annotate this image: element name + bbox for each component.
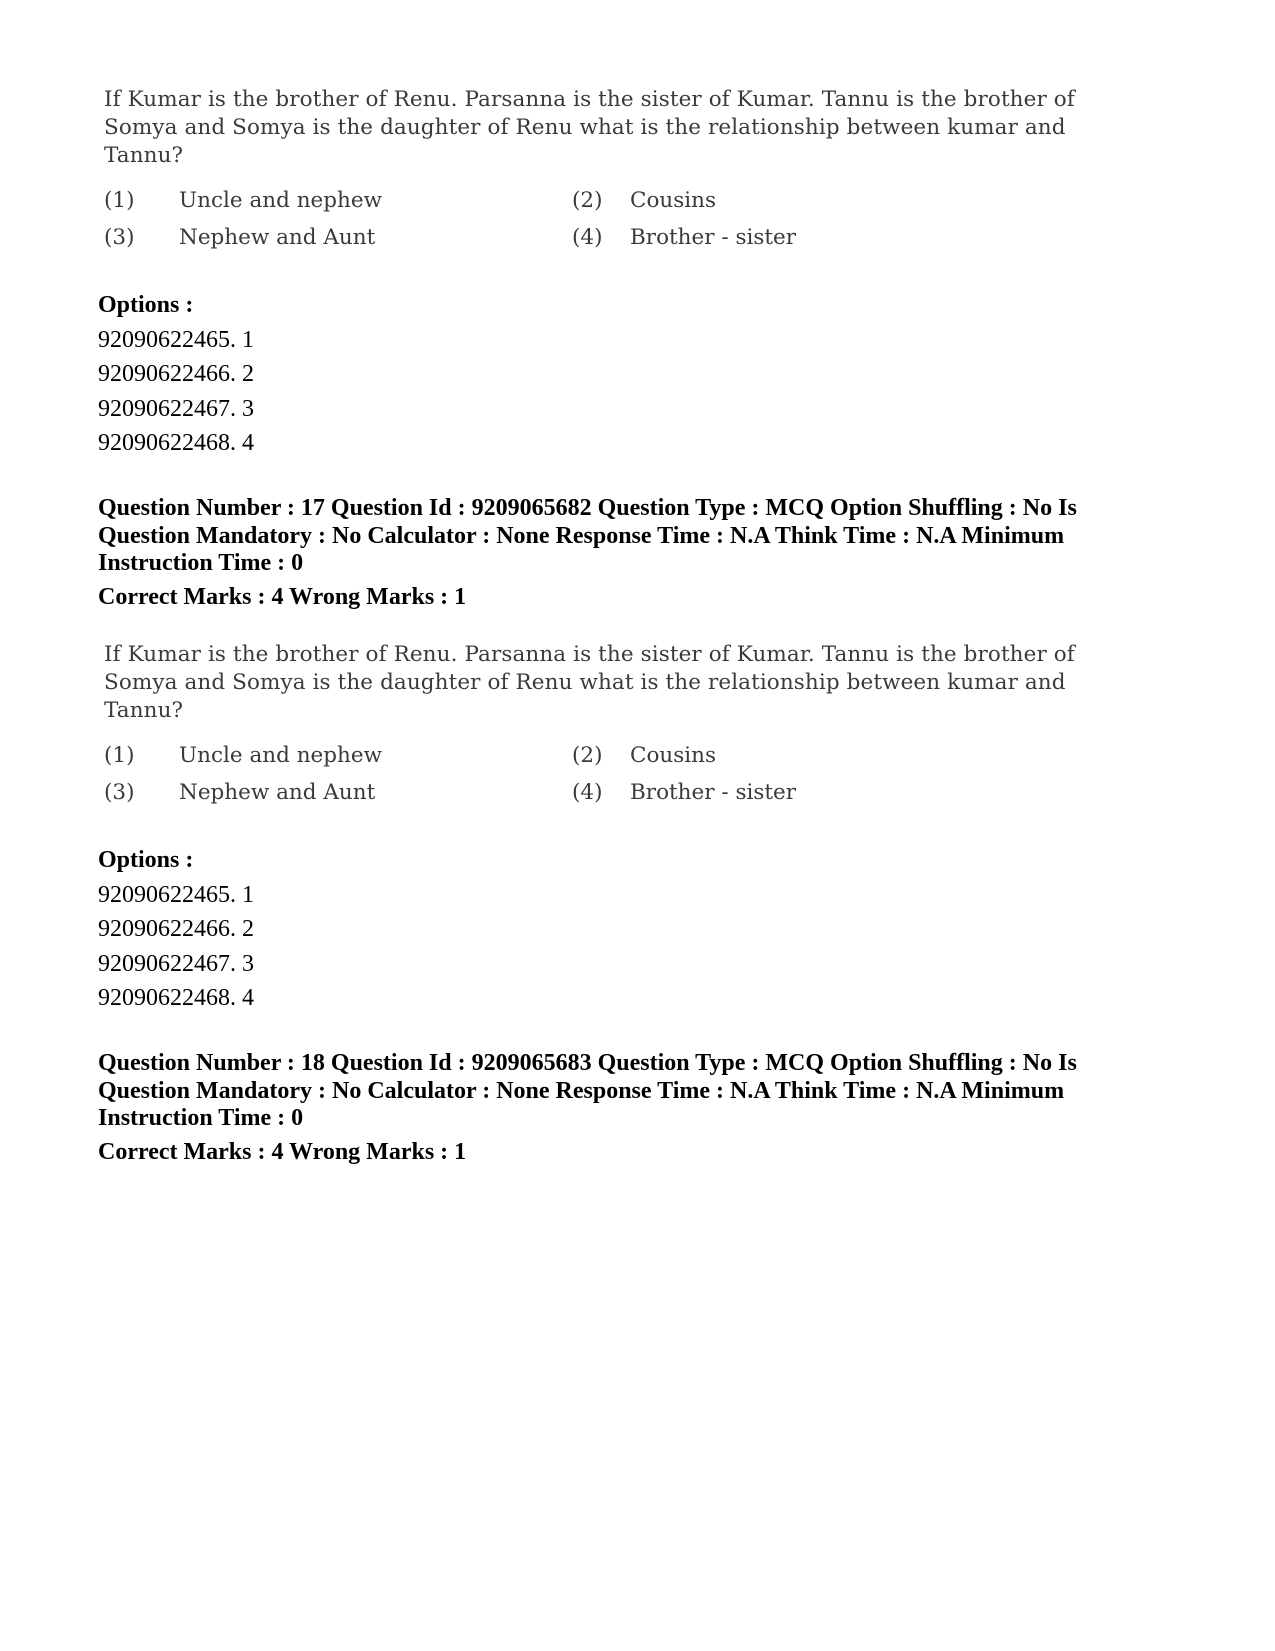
meta-line: Question Mandatory : No Calculator : None Response Time : N.A Think Time : N.A Minimum xyxy=(98,1077,1065,1104)
option-item: 92090622468. 4 xyxy=(98,985,254,1011)
question-18-meta xyxy=(98,1050,1188,1166)
meta-line: Question Mandatory : No Calculator : None Response Time : N.A Think Time : N.A Minimum xyxy=(98,522,1065,549)
choice-number: (2) xyxy=(572,188,603,213)
question-text-line: Tannu? xyxy=(104,698,184,723)
meta-line: Instruction Time : 0 xyxy=(98,1105,304,1131)
choice-number: (1) xyxy=(104,743,135,768)
question-text-line: Tannu? xyxy=(104,143,184,168)
meta-line: Instruction Time : 0 xyxy=(98,550,304,576)
choice-number: (2) xyxy=(572,743,603,768)
choice-text: Nephew and Aunt xyxy=(179,780,376,805)
option-item: 92090622466. 2 xyxy=(98,361,254,387)
choice-text: Uncle and nephew xyxy=(179,743,383,768)
options-title: Options : xyxy=(98,847,194,873)
choice-grid xyxy=(104,742,1114,807)
choice-number: (4) xyxy=(572,225,603,250)
choice-text: Cousins xyxy=(630,188,717,213)
option-item: 92090622468. 4 xyxy=(98,430,254,456)
choice-text: Uncle and nephew xyxy=(179,188,383,213)
choice-number: (3) xyxy=(104,780,135,805)
question-17-meta xyxy=(98,495,1188,611)
question-image-1 xyxy=(104,86,1114,252)
choice-text: Cousins xyxy=(630,743,717,768)
options-title: Options : xyxy=(98,292,194,318)
question-text-line: Somya and Somya is the daughter of Renu what is the relationship between kumar and xyxy=(104,115,1066,140)
choice-number: (1) xyxy=(104,188,135,213)
option-item: 92090622467. 3 xyxy=(98,950,254,977)
question-text-line: If Kumar is the brother of Renu. Parsanna is the sister of Kumar. Tannu is the brother of xyxy=(104,87,1075,112)
question-text-line: If Kumar is the brother of Renu. Parsanna is the sister of Kumar. Tannu is the brother of xyxy=(104,642,1075,667)
option-item: 92090622467. 3 xyxy=(98,395,254,422)
options-block-1 xyxy=(98,288,254,461)
choice-text: Brother - sister xyxy=(630,225,797,250)
option-item: 92090622466. 2 xyxy=(98,916,254,942)
question-image-2 xyxy=(104,641,1114,807)
question-text-line: Somya and Somya is the daughter of Renu what is the relationship between kumar and xyxy=(104,670,1066,695)
options-block-2 xyxy=(98,843,254,1016)
choice-number: (4) xyxy=(572,780,603,805)
question-text xyxy=(104,86,1114,170)
choice-text: Brother - sister xyxy=(630,780,797,805)
option-item: 92090622465. 1 xyxy=(98,326,254,353)
choice-grid xyxy=(104,187,1114,252)
marks-line: Correct Marks : 4 Wrong Marks : 1 xyxy=(98,583,467,610)
marks-line: Correct Marks : 4 Wrong Marks : 1 xyxy=(98,1138,467,1165)
question-text xyxy=(104,641,1114,725)
option-item: 92090622465. 1 xyxy=(98,881,254,908)
meta-line: Question Number : 18 Question Id : 9209065683 Question Type : MCQ Option Shuffling : No Is xyxy=(98,1050,1077,1076)
choice-number: (3) xyxy=(104,225,135,250)
choice-text: Nephew and Aunt xyxy=(179,225,376,250)
meta-line: Question Number : 17 Question Id : 9209065682 Question Type : MCQ Option Shuffling : No Is xyxy=(98,495,1077,521)
